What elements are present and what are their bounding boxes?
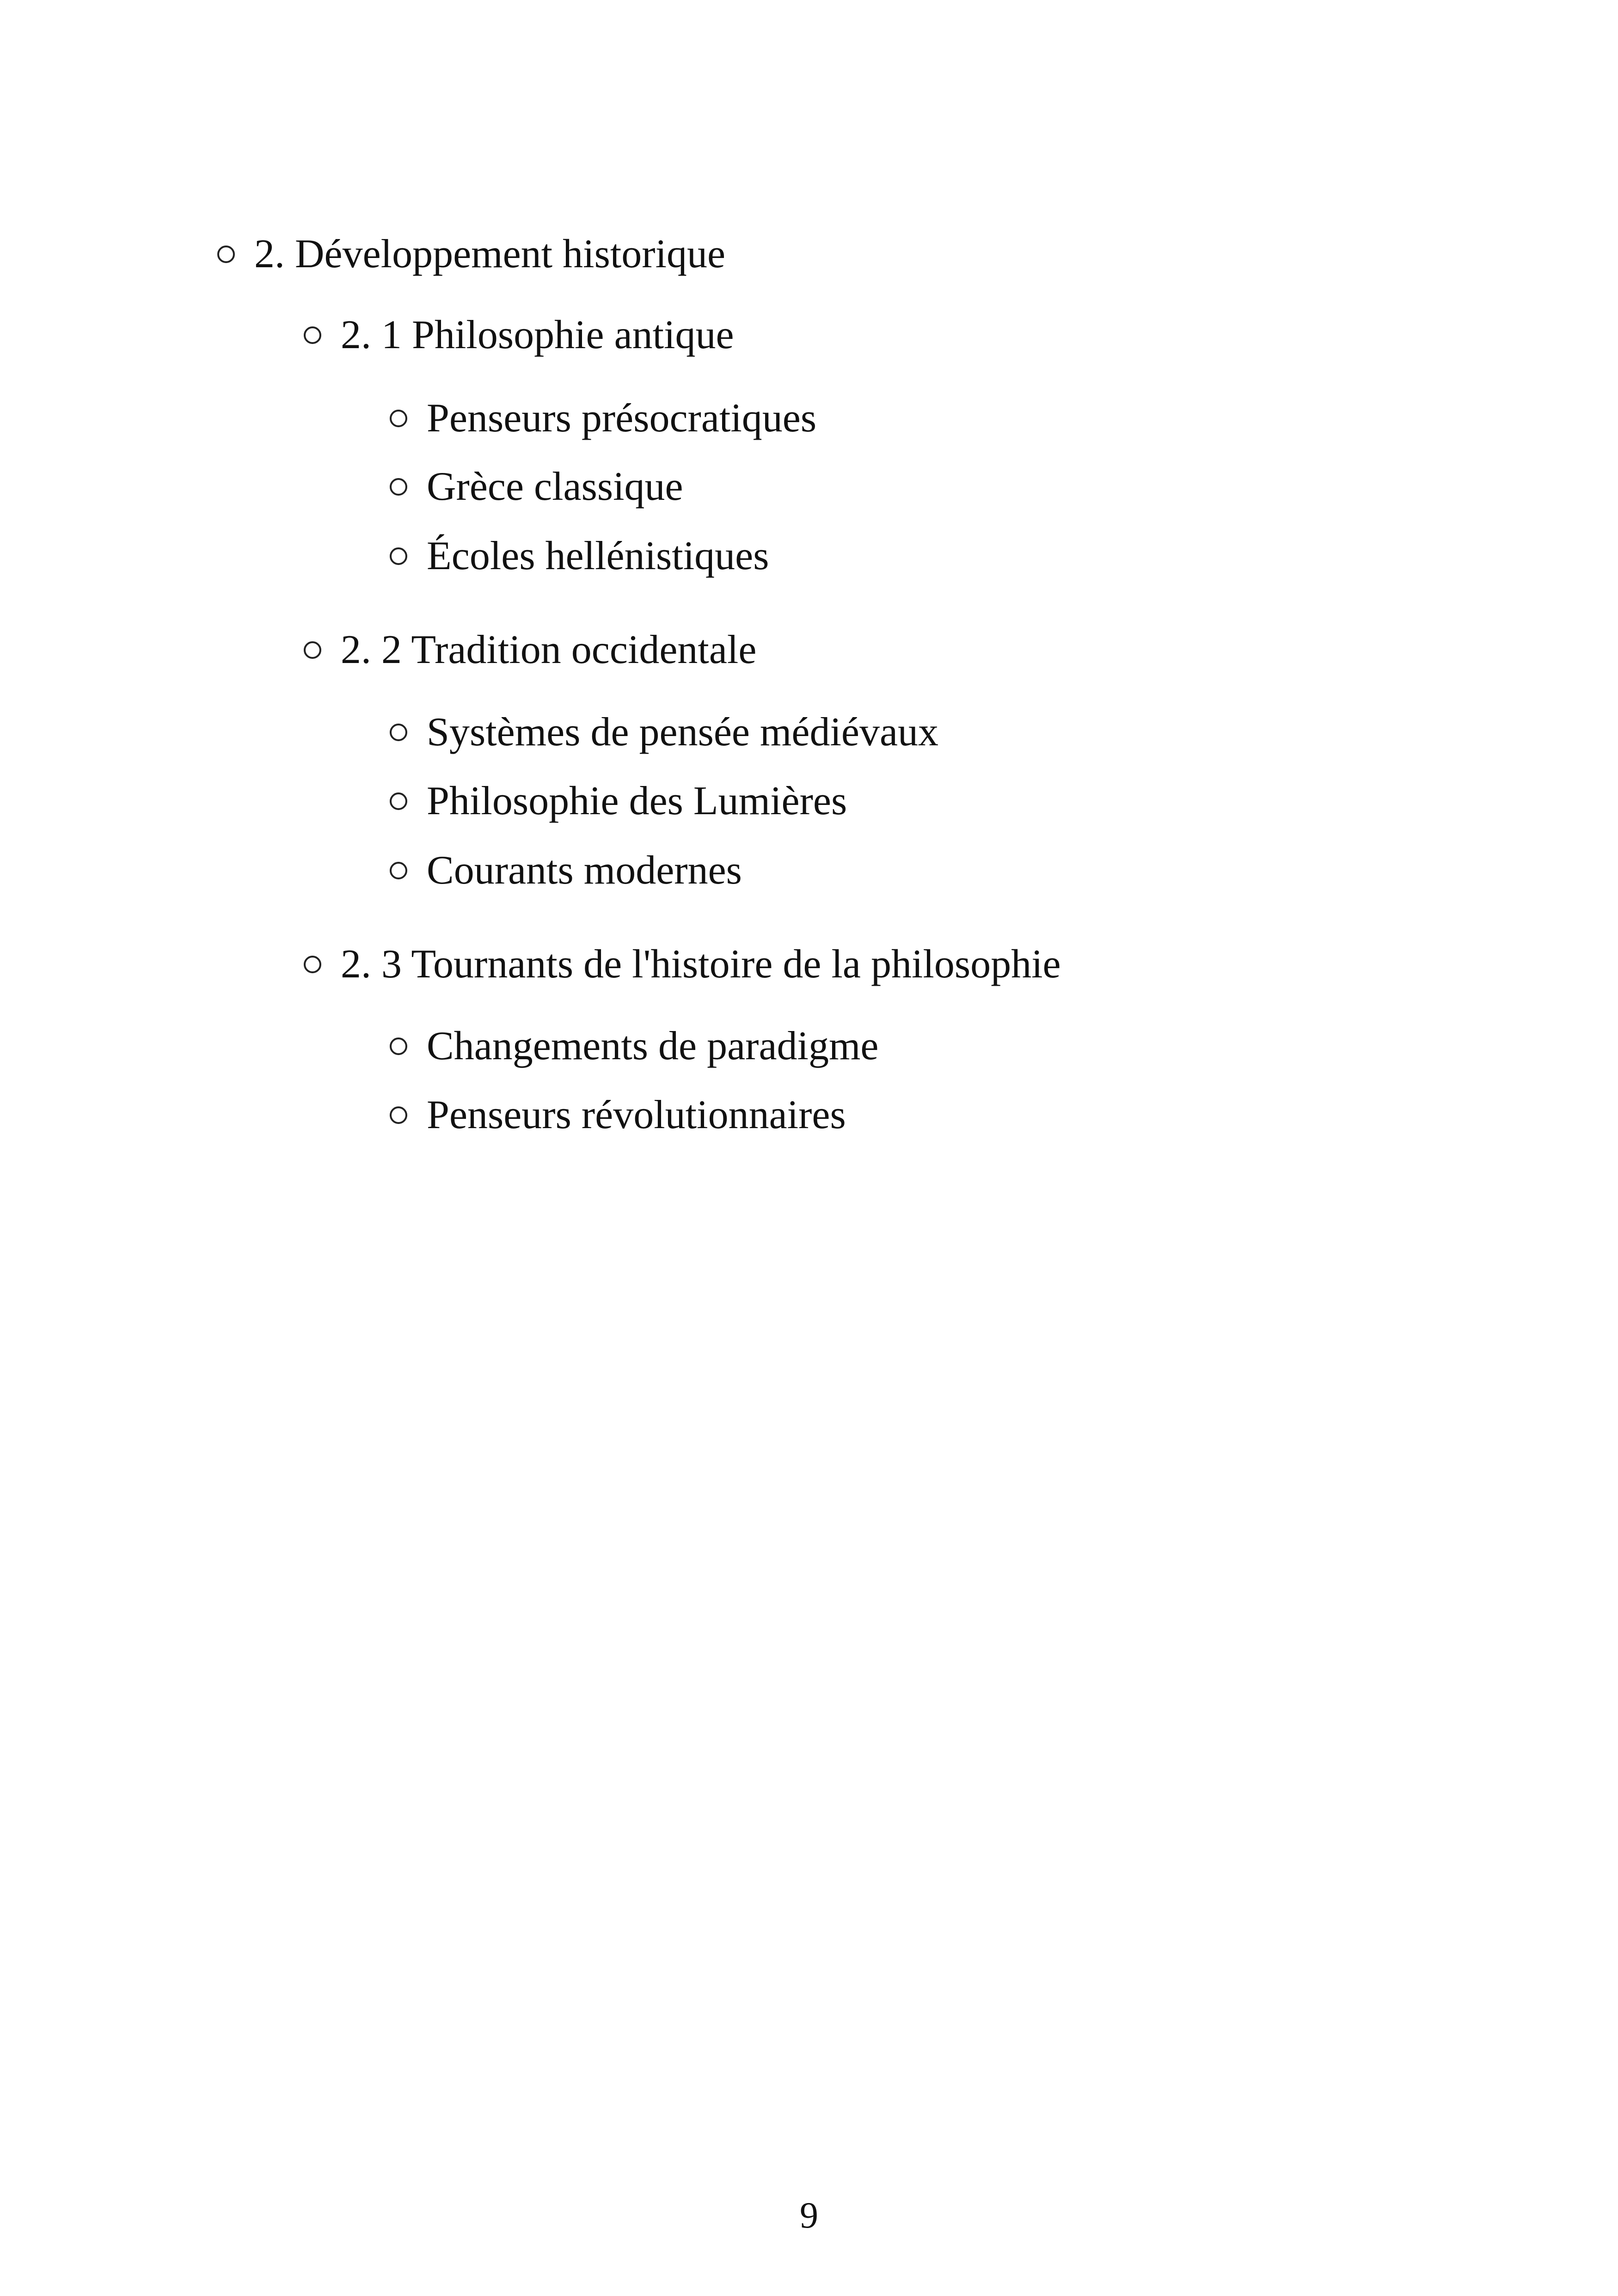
list-item: [390, 536, 769, 577]
list-item: [390, 850, 742, 891]
list-item: [390, 398, 816, 439]
hollow-bullet-icon: [390, 1037, 407, 1055]
hollow-bullet-icon: [217, 246, 235, 263]
list-item-text: Changements de paradigme: [427, 1024, 879, 1068]
list-item-text: Courants modernes: [427, 848, 742, 893]
hollow-bullet-icon: [304, 326, 321, 344]
list-item: [390, 1095, 846, 1136]
list-item-text: Grèce classique: [427, 464, 683, 509]
list-item-text: Penseurs présocratiques: [427, 396, 817, 441]
outline-subsection: [304, 315, 734, 356]
list-item: [390, 464, 683, 509]
subsection-title: 2. 1 Philosophie antique: [341, 313, 734, 357]
outline-subsection: [304, 944, 1061, 985]
hollow-bullet-icon: [390, 547, 407, 565]
outline-section: [217, 234, 725, 275]
hollow-bullet-icon: [390, 792, 407, 810]
hollow-bullet-icon: [390, 724, 407, 741]
list-item: [390, 712, 938, 753]
list-item: [390, 781, 847, 822]
list-item-text: Philosophie des Lumières: [427, 779, 847, 823]
subsection-title: 2. 3 Tournants de l'histoire de la philosophie: [341, 942, 1061, 987]
hollow-bullet-icon: [304, 641, 321, 659]
hollow-bullet-icon: [390, 478, 407, 496]
hollow-bullet-icon: [304, 956, 321, 973]
list-item-text: Écoles hellénistiques: [427, 534, 769, 578]
outline-subsection: [304, 627, 757, 672]
list-item: [390, 1026, 878, 1067]
section-title: 2. Développement historique: [254, 232, 726, 276]
page-number: 9: [800, 2195, 818, 2236]
list-item-text: Penseurs révolutionnaires: [427, 1093, 846, 1137]
hollow-bullet-icon: [390, 862, 407, 879]
subsection-title: 2. 2 Tradition occidentale: [341, 627, 757, 672]
hollow-bullet-icon: [390, 1106, 407, 1124]
hollow-bullet-icon: [390, 410, 407, 427]
list-item-text: Systèmes de pensée médiévaux: [427, 710, 939, 755]
